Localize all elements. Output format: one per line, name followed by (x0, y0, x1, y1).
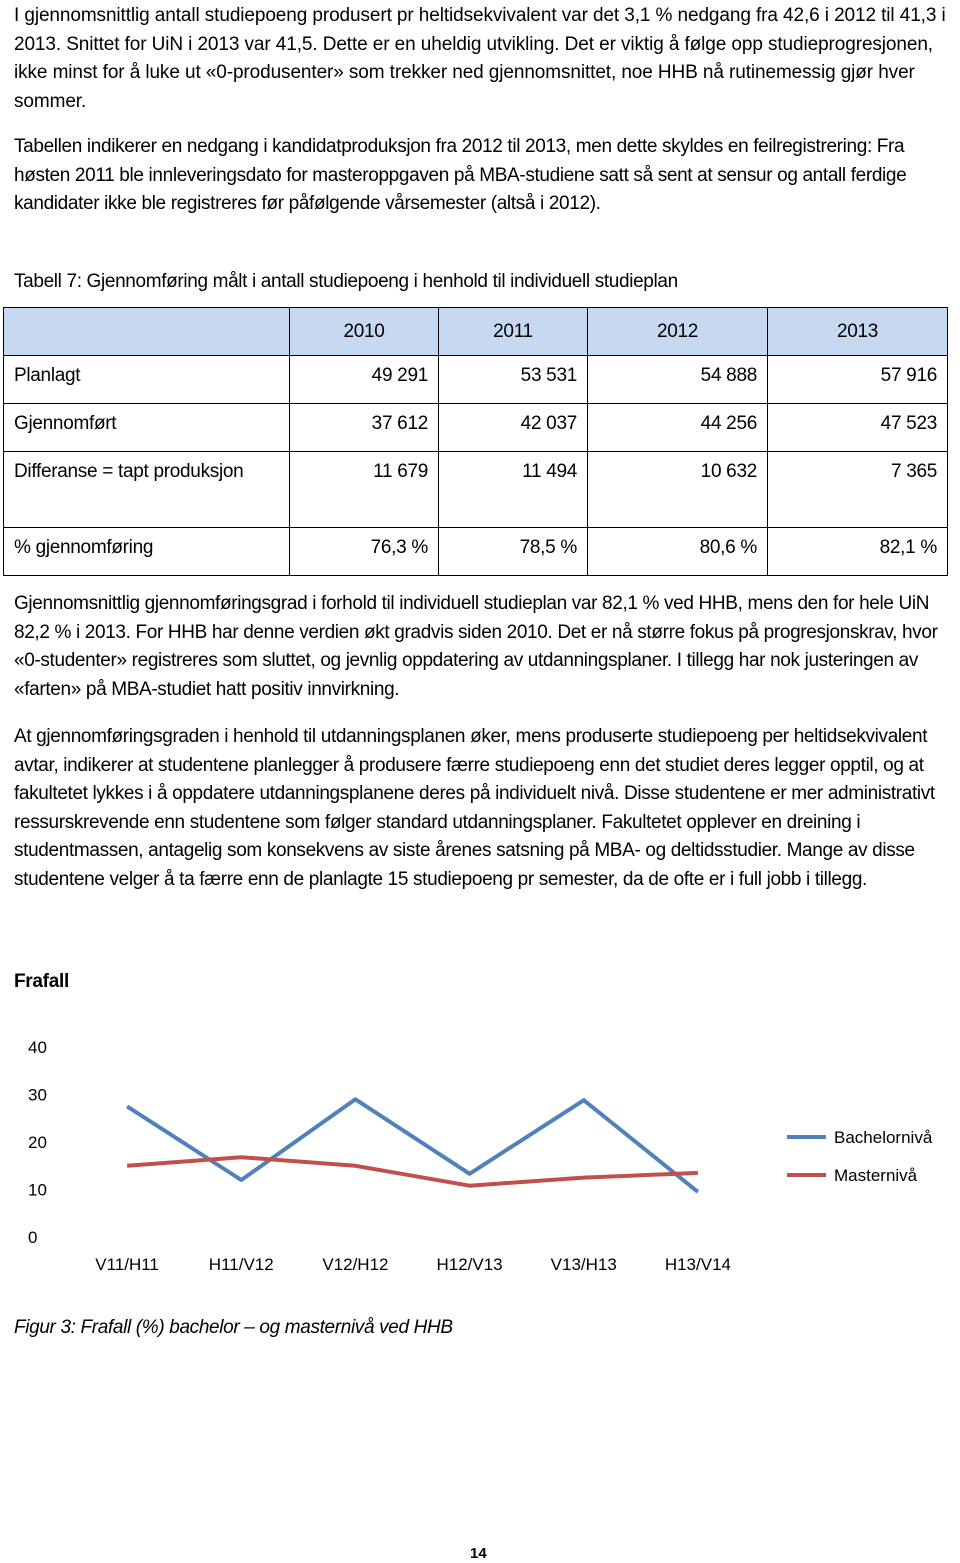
table-cell: 54 888 (588, 356, 768, 404)
table-header-cell (4, 308, 290, 356)
table-cell: 76,3 % (290, 528, 439, 576)
y-tick-label: 20 (28, 1133, 47, 1152)
table-cell: 80,6 % (588, 528, 768, 576)
table-cell: 49 291 (290, 356, 439, 404)
x-tick-label: H11/V12 (208, 1255, 274, 1274)
table-row (4, 404, 948, 452)
table-row (4, 452, 948, 528)
legend-label-master: Masternivå (834, 1166, 918, 1185)
row-label: Differanse = tapt produksjon (4, 452, 290, 528)
completion-analysis-paragraph: At gjennomføringsgraden i henhold til utdanningsplanen øker, mens produserte studiepoeng per heltidsekvivalent avtar, indikerer at studentene planlegger å produsere færre studiepoeng enn det studiet deres legger opptil, og at fakultetet lykkes i å oppdatere utdanningsplanene deres på individuelt nivå. Disse studentene er mer administrativt ressurskrevende enn studentene som følger standard utdanningsplaner. Fakultetet opplever en dreining i studentmassen, antagelig som konsekvens av siste årenes satsning på MBA- og deltidsstudier. Mange av disse studentene velger å ta færre enn de planlagte 15 studiepoeng pr semester, da de ofte er i full jobb i tillegg. (14, 726, 935, 890)
row-label: % gjennomføring (4, 528, 290, 576)
candidate-production-paragraph: Tabellen indikerer en nedgang i kandidatproduksjon fra 2012 til 2013, men dette skyldes en feilregistrering: Fra høsten 2011 ble innleveringsdato for masteroppgaven på MBA-studiene satt så sent at sensur og antall ferdige kandidater ikke ble registreres før påfølgende vårsemester (altså i 2012). (14, 136, 907, 214)
x-tick-label: H12/V13 (436, 1255, 503, 1274)
table-cell: 10 632 (588, 452, 768, 528)
table-cell: 42 037 (439, 404, 588, 452)
dropout-line-chart (0, 1020, 960, 1290)
intro-paragraph: I gjennomsnittlig antall studiepoeng produsert pr heltidsekvivalent var det 3,1 % nedgang fra 42,6 i 2012 til 41,3 i 2013. Snittet for UiN i 2013 var 41,5. Dette er en uheldig utvikling. Det er viktig å følge opp studieprogresjonen, ikke minst for å luke ut «0-produsenter» som trekker ned gjennomsnittet, noe HHB nå rutinemessig gjør hver sommer. (14, 5, 946, 112)
y-tick-label: 10 (28, 1180, 47, 1200)
table-header-cell: 2013 (768, 308, 948, 356)
table-cell: 44 256 (588, 404, 768, 452)
section-heading: Frafall (14, 971, 69, 992)
legend-label-bachelor: Bachelornivå (834, 1128, 933, 1147)
completion-table (3, 307, 948, 576)
table-header-row (4, 308, 948, 356)
table-cell: 82,1 % (768, 528, 948, 576)
x-tick-label: V11/H11 (95, 1255, 159, 1274)
table-cell: 47 523 (768, 404, 948, 452)
table-header-cell: 2012 (588, 308, 768, 356)
x-tick-label: H13/V14 (664, 1255, 732, 1274)
x-tick-label: V12/H12 (322, 1255, 389, 1274)
table-caption: Tabell 7: Gjennomføring målt i antall studiepoeng i henhold til individuell studieplan (14, 271, 678, 292)
x-tick-label: V13/H13 (550, 1255, 617, 1274)
y-tick-label: 30 (28, 1085, 47, 1105)
figure-caption: Figur 3: Frafall (%) bachelor – og masternivå ved HHB (14, 1317, 453, 1338)
table-row (4, 528, 948, 576)
y-tick-label: 0 (28, 1228, 38, 1247)
table-cell: 11 494 (439, 452, 588, 528)
table-cell: 7 365 (768, 452, 948, 528)
y-tick-label: 40 (28, 1038, 47, 1057)
completion-rate-paragraph: Gjennomsnittlig gjennomføringsgrad i forhold til individuell studieplan var 82,1 % ved HHB, mens den for hele UiN 82,2 % i 2013. For HHB har denne verdien økt gradvis siden 2010. Det er nå større fokus på progresjonskrav, hvor «0-studenter» registreres som sluttet, og jevnlig oppdatering av utdanningsplaner. I tillegg har nok justeringen av «farten» på MBA-studiet hatt positiv innvirkning. (14, 593, 938, 700)
table-cell: 57 916 (768, 356, 948, 404)
page-number: 14 (470, 1545, 487, 1562)
table-cell: 78,5 % (439, 528, 588, 576)
table-header-cell: 2010 (290, 308, 439, 356)
table-cell: 53 531 (439, 356, 588, 404)
table-cell: 37 612 (290, 404, 439, 452)
row-label: Gjennomført (4, 404, 290, 452)
table-cell: 11 679 (290, 452, 439, 528)
row-label: Planlagt (4, 356, 290, 404)
table-row (4, 356, 948, 404)
table-header-cell: 2011 (439, 308, 588, 356)
